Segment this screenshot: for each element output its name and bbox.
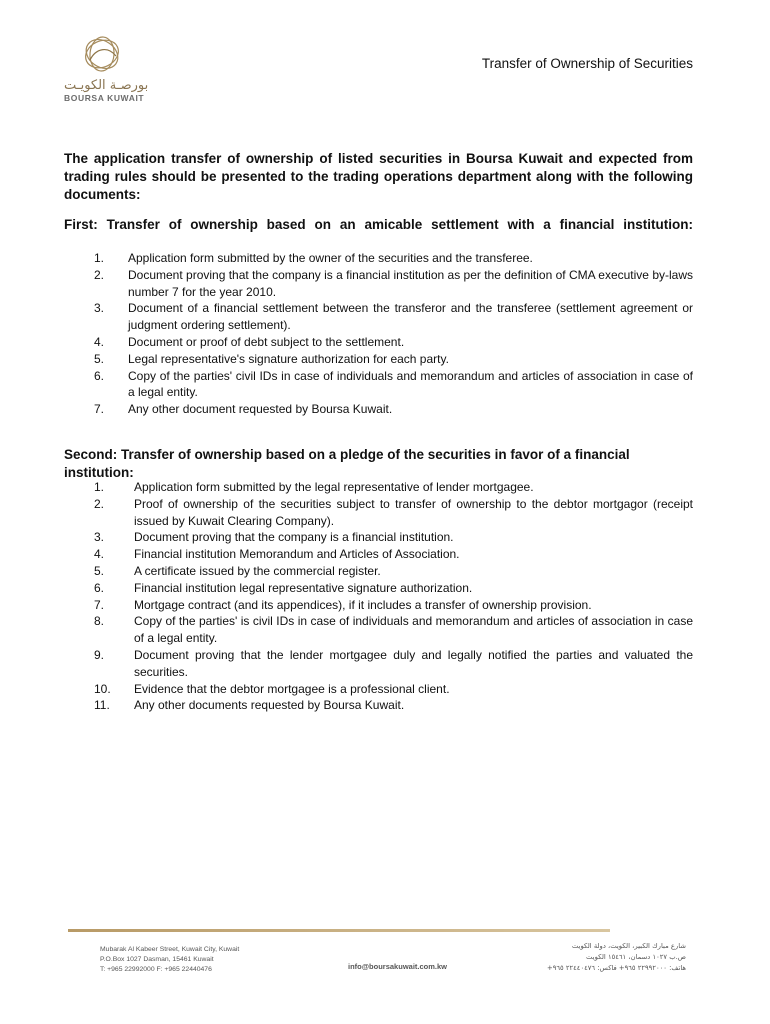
section-second-heading: Second: Transfer of ownership based on a pledge of the securities in favor of a financial institution:: [64, 447, 630, 480]
intro-paragraph: The application transfer of ownership of listed securities in Boursa Kuwait and expected from trading rules should be presented to the trading operations department along with the following documents:: [64, 151, 693, 202]
list-item: 8. Copy of the parties' is civil IDs in case of individuals and memorandum and articles of association in case of a legal entity.: [94, 614, 693, 646]
footer-divider: [68, 929, 610, 932]
list-item: 2. Proof of ownership of the securities subject to transfer of ownership to the debtor mortgagor (receipt issued by Kuwait Clearing Company).: [94, 496, 693, 528]
list-item: 3. Document of a financial settlement between the transferor and the transferee (settlement agreement or judgment ordering settlement).: [94, 301, 693, 333]
list-item: 5. Legal representative's signature authorization for each party.: [94, 351, 449, 366]
list-item: 7. Any other document requested by Boursa Kuwait.: [94, 402, 393, 417]
list-item: 4. Document or proof of debt subject to the settlement.: [94, 334, 405, 349]
logo-english-text: BOURSA KUWAIT: [64, 93, 145, 103]
list-item: 7. Mortgage contract (and its appendices), if it includes a transfer of ownership provision.: [94, 597, 592, 612]
logo-arabic-text: بورصـة الكويـت: [64, 78, 149, 93]
section-second-list: [64, 479, 693, 714]
list-item: 1. Application form submitted by the legal representative of lender mortgagee.: [94, 480, 534, 494]
footer-email-link[interactable]: info@boursakuwait.com.kw: [348, 962, 447, 971]
section-first-heading: First: Transfer of ownership based on an amicable settlement with a financial institution:: [64, 217, 693, 232]
list-item: 6. Copy of the parties' civil IDs in case of individuals and memorandum and articles of association in case of a legal entity.: [94, 368, 693, 400]
footer-arabic-address: شارع مبارك الكبير، الكويت، دولة الكويت ص.ب ١٠٢٧ دسمان، ١٥٤٦١ الكويت هاتف: ٢٢٩٩٢٠٠٠ ٩٦٥+ فاكس: ٢٢٤٤٠٤٧٦ ٩٦٥+: [547, 942, 686, 972]
list-item: 6. Financial institution legal representative signature authorization.: [94, 580, 473, 595]
list-item: 1. Application form submitted by the owner of the securities and the transferee.: [94, 251, 533, 265]
section-first-list: [64, 250, 693, 418]
footer-address: Mubarak Al Kabeer Street, Kuwait City, Kuwait P.O.Box 1027 Dasman, 15461 Kuwait T: +965 22992000 F: +965 22440476: [100, 946, 240, 973]
list-item: 5. A certificate issued by the commercial register.: [94, 563, 381, 578]
page-title: Transfer of Ownership of Securities: [481, 56, 693, 71]
list-item: 11. Any other documents requested by Boursa Kuwait.: [94, 698, 405, 713]
list-item: 4. Financial institution Memorandum and Articles of Association.: [94, 547, 460, 562]
list-item: 10. Evidence that the debtor mortgagee is a professional client.: [94, 681, 450, 696]
list-item: 9. Document proving that the lender mortgagee duly and legally notified the parties and valuated the securities.: [94, 647, 693, 679]
list-item: 2. Document proving that the company is a financial institution as per the definition of CMA executive by-laws number 7 for the year 2010.: [94, 267, 693, 299]
list-item: 3. Document proving that the company is a financial institution.: [94, 530, 454, 545]
